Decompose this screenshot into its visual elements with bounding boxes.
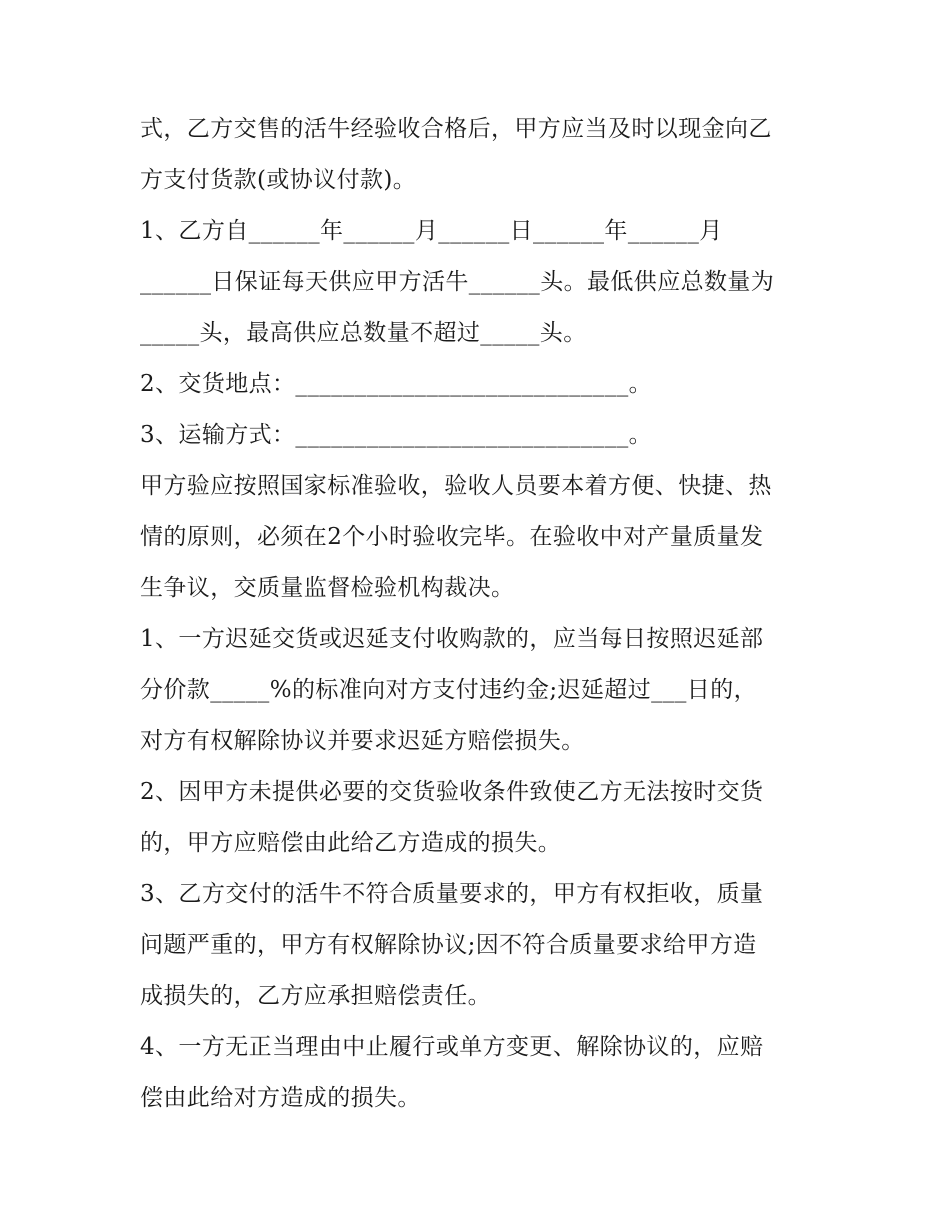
text-line: 4、一方无正当理由中止履行或单方变更、解除协议的，应赔: [140, 1034, 764, 1060]
text-line: 1、一方迟延交货或迟延支付收购款的，应当每日按照迟延部: [140, 626, 764, 652]
text-line: 2、交货地点：____________________________。: [140, 371, 653, 397]
text-line: 偿由此给对方造成的损失。: [140, 1085, 421, 1111]
text-line: 式，乙方交售的活牛经验收合格后，甲方应当及时以现金向乙: [140, 116, 772, 142]
text-line: 1、乙方自______年______月______日______年______月: [140, 218, 723, 244]
text-line: 3、乙方交付的活牛不符合质量要求的，甲方有权拒收，质量: [140, 881, 764, 907]
document-body: [140, 104, 820, 1124]
text-line: _____头，最高供应总数量不超过_____头。: [140, 320, 587, 346]
text-line: 问题严重的，甲方有权解除协议;因不符合质量要求给甲方造: [140, 932, 757, 958]
text-line: 2、因甲方未提供必要的交货验收条件致使乙方无法按时交货: [140, 779, 764, 805]
text-line: 3、运输方式：____________________________。: [140, 422, 653, 448]
text-line: 方支付货款(或协议付款)。: [140, 167, 417, 193]
text-line: 的，甲方应赔偿由此给乙方造成的损失。: [140, 830, 562, 856]
text-line: 分价款_____%的标准向对方支付违约金;迟延超过___日的，: [140, 677, 758, 703]
text-line: 生争议，交质量监督检验机构裁决。: [140, 575, 515, 601]
text-line: 对方有权解除协议并要求迟延方赔偿损失。: [140, 728, 585, 754]
text-line: 成损失的，乙方应承担赔偿责任。: [140, 983, 491, 1009]
text-line: 甲方验应按照国家标准验收，验收人员要本着方便、快捷、热: [140, 473, 772, 499]
text-line: 情的原则，必须在2个小时验收完毕。在验收中对产量质量发: [140, 524, 764, 550]
text-line: ______日保证每天供应甲方活牛______头。最低供应总数量为: [140, 269, 775, 295]
